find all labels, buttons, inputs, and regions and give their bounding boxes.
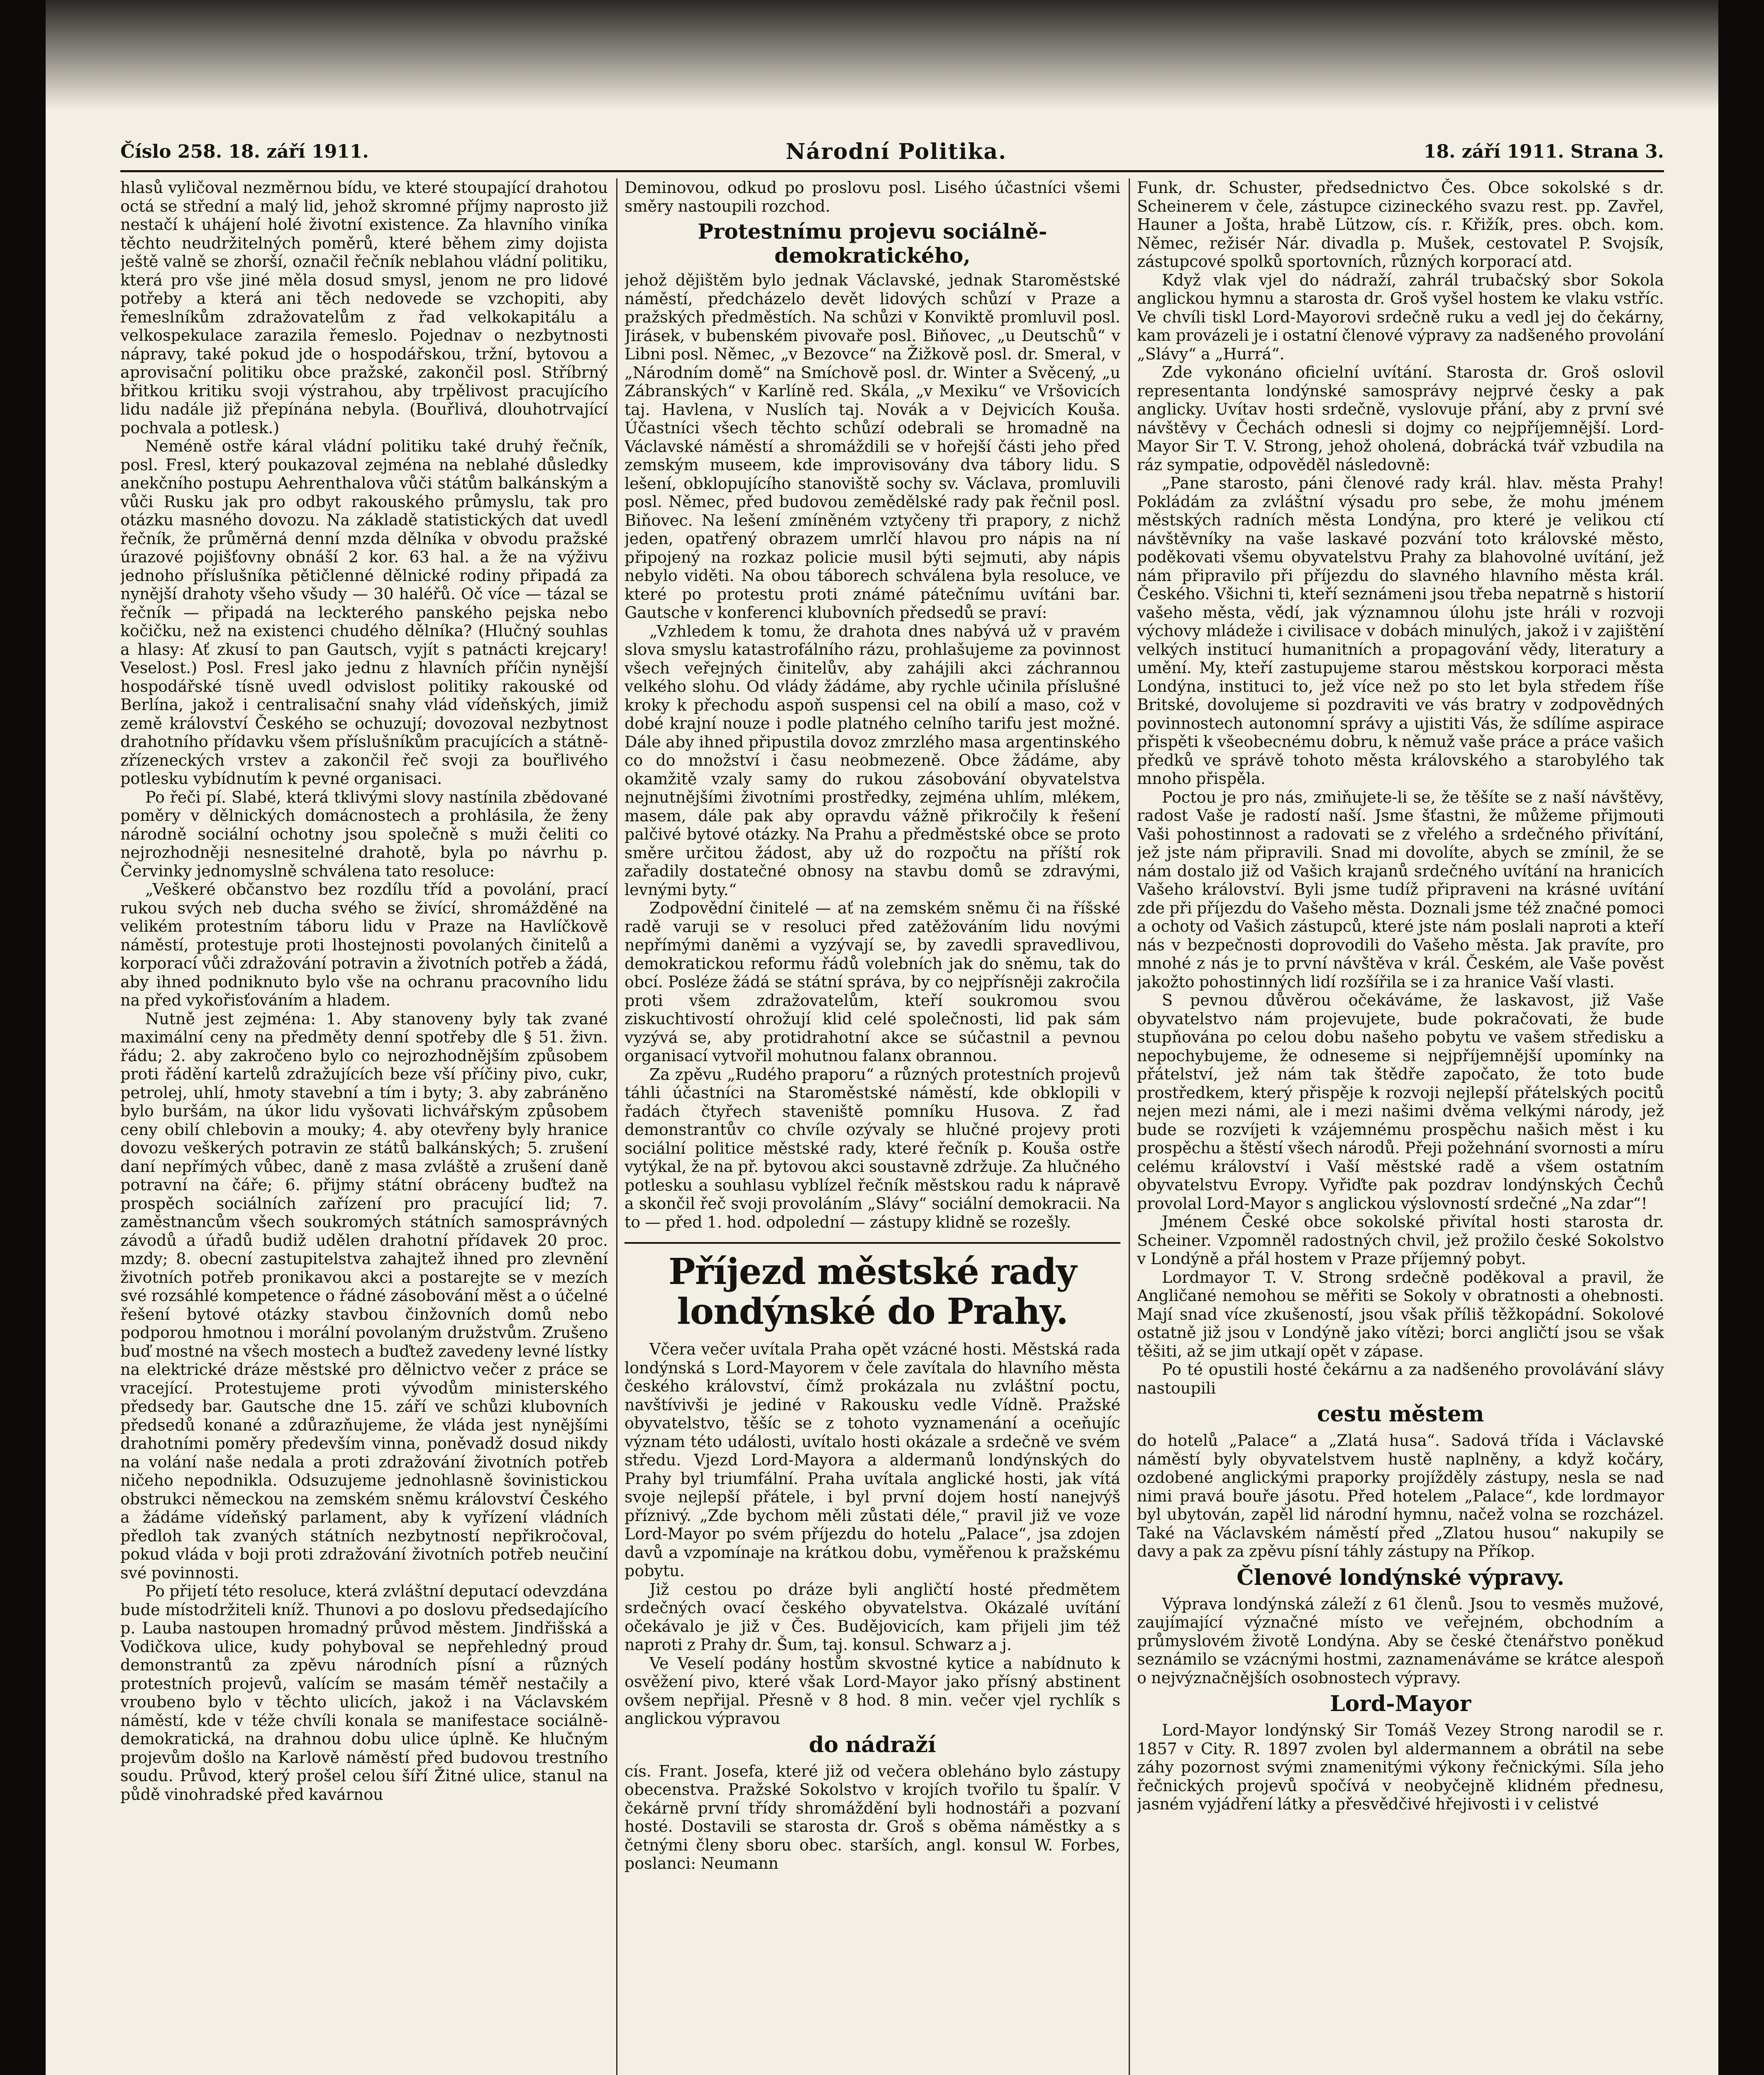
paragraph: Zde vykonáno oficielní uvítání. Starosta dr. Groš oslovil representanta londýnské samosprávy nejprvé česky a pak anglicky. Uvítav hosti srdečně, vyslovuje přání, aby z první své návštěvy v Čechách odnesli si dojmy co nejpříjemnější. Lord-Mayor Sir T. V. Strong, jehož oholená, dobrácká tvář vzbudila na ráz sympatie, odpověděl následovně: — [1137, 363, 1664, 474]
column-rule — [616, 178, 617, 2075]
column-rule — [1129, 178, 1130, 2075]
paragraph: Deminovou, odkud po proslovu posl. Lisého účastníci všemi směry nastoupili rozchod. — [625, 178, 1120, 215]
column-1 — [120, 178, 608, 2075]
subheading: Členové londýnské výpravy. — [1237, 1565, 1564, 1590]
date-page-number: 18. září 1911. Strana 3. — [1423, 141, 1664, 162]
paragraph: Lord-Mayor londýnský Sir Tomáš Vezey Strong narodil se r. 1857 v City. R. 1897 zvolen byl aldermannem a obrátil na sebe záhy pozornost svými znamenitými výkony řečnickými. Síla jeho řečnických projevů spočívá v neobyčejně klidném přednesu, jasném vyjádření látky a přesvědčivé hřejivosti i v celistvé — [1137, 1721, 1664, 1813]
subheading: Lord-Mayor — [1330, 1691, 1471, 1716]
paragraph: Funk, dr. Schuster, předsednictvo Čes. Obce sokolské s dr. Scheinerem v čele, zástupce cizineckého svazu rest. pp. Zavřel, Hauner a Jošta, hrabě Lützow, cís. r. Křižík, pres. obch. kom. Němec, režisér Nár. divadla p. Mušek, cestovatel P. Svojsík, zástupcové spolků sportovních, různých korporací atd. — [1137, 178, 1664, 271]
subheading: cestu městem — [1317, 1401, 1484, 1427]
paragraph: cís. Frant. Josefa, které již od večera obleháno bylo zástupy obecenstva. Pražské Sokolstvo v krojích tvořilo tu špalír. V čekárně první třídy shromáždění byli hodnostáři a pozvaní hosté. Dostavili se starosta dr. Groš s oběma náměstky a s četnými členy sboru obec. starších, angl. konsul W. Forbes, poslanci: Neumann — [625, 1762, 1120, 1872]
column-2 — [625, 178, 1120, 2075]
scan-right-border — [1718, 0, 1764, 2075]
speech-paragraph: „Pane starosto, páni členové rady král. hlav. města Prahy! Pokládám za zvláštní výsadu pro sebe, že mohu jménem městských radních města Londýna, pro které je velikou ctí návštěvníky na vaše laskavé pozvání toto královské město, poděkovati všemu obyvatelstvu Prahy za blahovolné uvítání, jež nám připravilo při příjezdu do slavného hlavního města král. Českého. Všichni ti, kteří seznámeni jsou třeba nepatrně s historií vašeho města, vědí, jak významnou úlohu jste hráli v rozvoji výchovy mládeže i civilisace v dobách minulých, jakož i v zajištění velkých institucí humanitních a propagování vědy, literatury a umění. My, kteří zastupujeme starou městskou korporaci města Londýna, instituci to, jež více než po sto let byla středem říše Britské, dovolujeme si pozdraviti ve vás bratry v zodpovědných povinnostech autonomní správy a ujistiti Vás, že sdílíme aspirace přispěti k všeobecnému dobru, k němuž vaše práce a práce vašich předků ve správě tohoto města královského a starobylého tak mnoho přispěla. — [1137, 474, 1664, 788]
paragraph: Neméně ostře káral vládní politiku také druhý řečník, posl. Fresl, který poukazoval zejména na neblahé důsledky anekčního postupu Aehrenthalova vůči státům balkánským a vůči Rusku jak pro odbyt rakouského průmyslu, tak pro otázku masného dovozu. Na základě statistických dat uvedl řečník, že průměrná denní mzda dělníka v obvodu pražské úrazové pojišťovny obnáší 2 kor. 63 hal. a že na výživu jednoho příslušníka pětičlenné dělnické rodiny připadá za nynější drahoty všeho všudy — 30 haléřů. Oč více — tázal se řečník — připadá na leckterého panského pejska nebo kočičku, než na existenci chudého dělníka? (Hlučný souhlas a hlasy: Ať zkusí to pan Gautsch, vyjít s patnácti krejcary! Veselost.) Posl. Fresl jako jednu z hlavních příčin nynější hospodářské tísně uvedl odvislost politiky rakouské od Berlína, jakož i centralisační snahy vlád vídeňských, jimiž země království Českého se ochuzují; dovozoval nezbytnost drahotního přídavku všem příslušníkům pracujících a státně-zřízeneckých vrstev a zakončil řeč svoji za bouřlivého potlesku vybídnutím k pevné organisaci. — [120, 437, 608, 788]
paragraph: hlasů vyličoval nezměrnou bídu, ve které stoupající drahotou octá se střední a malý lid, jehož skromné příjmy naprosto již nestačí k uhájení holé životní existence. Za hlavního viníka těchto neudržitelných poměrů, které během zimy dojista ještě valně se zhorší, označil řečník neblahou vládní politiku, která pro vše jiné měla dosud smysl, jenom ne pro lidové potřeby a která ani těch nedovede se vzchopiti, aby řemeslníkům zdražovatelům z řad velkokapitálu a velkospekulace zarazila řemeslo. Pojednav o nezbytnosti nápravy, také pokud jde o hospodářskou, tržní, bytovou a aprovisační politiku obce pražské, zakončil posl. Stříbrný břitkou kritiku svoji výstrahou, aby trpělivost pracujícího lidu nadále již přepínána nebyla. (Bouřlivá, dlouhotrvající pochvala a potlesk.) — [120, 178, 608, 437]
column-3 — [1137, 178, 1664, 2075]
page-header — [120, 137, 1664, 172]
paragraph: Nutně jest zejména: 1. Aby stanoveny byly tak zvané maximální ceny na předměty denní spotřeby dle § 51. živn. řádu; 2. aby zakročeno bylo co nejrozhodnějším způsobem proti řádění kartelů zdražujících beze vší příčiny pivo, cukr, petrolej, uhlí, hmoty stavební a tím i byty; 3. aby zabráněno bylo buršám, na úkor lidu vyšovati lichvářským způsobem ceny obilí chlebovin a mouky; 4. aby otevřeny byly hranice dovozu veškerých potravin ze států balkánských; 5. zrušení daní nepřímých vůbec, daně z masa zvláště a zrušení daně potravní na čáře; 6. přijmy státní obráceny buďtež na prospěch sociálních zařízení pro pracující lid; 7. zaměstnancům všech soukromých státních samosprávných závodů a úřadů budiž udělen drahotní přídavek 20 proc. mzdy; 8. obecní zastupitelstva zahajtež ihned pro zlevnění životních potřeb pronikavou akci a postarejte se v mezích své rozsáhlé kompetence o řádné zásobování měst a o účelné řešení bytové otázky stavbou činžovních domů nebo podporou hmotnou i morální povolaným družstvům. Zrušeno buď mostné na všech mostech a buďtež zavedeny levné lístky na elektrické dráze městské pro dělnictvo večer z práce se vracející. Protestujeme proti vývodům ministerského předsedy bar. Gautsche dne 15. září ve schůzi klubovních předsedů konané a zdůrazňujeme, že vláda jest nynějšími drahotními poměry především vinna, poněvadž dosud nikdy na volání naše nedala a proti zdražování životních potřeb ničeho nepodnikla. Odsuzujeme jednohlasně šovinistickou obstrukci německou na zemském sněmu království Českého a žádáme vídeňský parlament, aby k vyřízení vládních předloh tak zvaných státních nezbytností nepřikročoval, pokud vláda v boji proti zdražování životních potřeb neučiní své povinnosti. — [120, 1009, 608, 1582]
speech-paragraph: S pevnou důvěrou očekáváme, že laskavost, již Vaše obyvatelstvo nám projevujete, bude pokračovati, že bude stupňována po celou dobu našeho pobytu ve vašem středisku a nepochybujeme, že odneseme si nejpříjemnější upomínky na přátelství, jež nám tak štědře započato, že toto bude prostředkem, který přispěje k rozvoji nejlepší přátelských pocitů nejen mezi námi, ale i mezi našimi dvěma velkými národy, jež bude se rozvíjeti k vzájemnému prospěchu našich měst i ku prospěchu a štěstí všech národů. Přeji požehnání svornosti a míru celému království i Vaší městské radě a všem ostatním obyvatelstvu Evropy. Vyřiďte pak pozdrav londýnských Čechů provolal Lord-Mayor s anglickou výslovností srdečné „Na zdar“! — [1137, 991, 1664, 1213]
scan-top-edge — [0, 0, 1764, 116]
article-separator — [625, 1242, 1120, 1244]
paragraph: Po přijetí této resoluce, která zvláštní deputací odevzdána bude místodržiteli kníž. Thunovi a po doslovu předsedajícího p. Lauba nastoupen hromadný průvod městem. Jindřišská a Vodičkova ulice, kudy pohyboval se nepřehledný proud demonstrantů za zpěvu národních písní a různých protestních projevů, valícím se masám téměř nestačily a vroubeno bylo v těchto ulicích, jakož i na Václavském náměstí, kde v téže chvíli konala se manifestace sociálně-demokratická, na drahnou dobu ulice úplně. Ke hlučným projevům došlo na Karlově náměstí před budovou trestního soudu. Průvod, který prošel celou šíří Žitné ulice, stanul na půdě vinohradské před kavárnou — [120, 1582, 608, 1804]
paragraph: Když vlak vjel do nádraží, zahrál trubačský sbor Sokola anglickou hymnu a starosta dr. Groš vyšel hostem ke vlaku vstříc. Ve chvíli tiskl Lord-Mayorovi srdečně ruku a vedl jej do čekárny, kam provázeli je i ostatní členové výpravy za nadšeného provolání „Slávy“ a „Hurrá“. — [1137, 271, 1664, 363]
paragraph: do hotelů „Palace“ a „Zlatá husa“. Sadová třída i Václavské náměstí byly obyvatelstvem hustě naplněny, a když kočáry, ozdobené anglickými praporky projížděly zástupy, nesla se nad nimi pravá bouře jásotu. Před hotelem „Palace“, kde lordmayor byl ubytován, zapěl lid národní hymnu, načež volna se rozcházel. Také na Václavském náměstí před „Zlatou husou“ nakupily se davy a pak za zpěvu písní táhly zástupy na Příkop. — [1137, 1431, 1664, 1560]
paragraph: Zodpovědní činitelé — ať na zemském sněmu či na říšské radě varuji se v resoluci před zatěžováním lidu novými nepřímými daněmi a vyzývají se, by zavedli spravedlivou, demokratickou reformu řádů volebních jak do sněmu, tak do obcí. Posléze žádá se státní správa, by co nejpřísněji zakročila proti všem zdražovatelům, kteří soukromou svou ziskuchtivostí ohrožují klid celé společnosti, lid pak sám vyzývá se, aby protidrahotní akce se súčastnil a pevnou organisací vytvořil mohutnou falanx obrannou. — [625, 899, 1120, 1065]
paragraph: Lordmayor T. V. Strong srdečně poděkoval a pravil, že Angličané nemohou se měřiti se Sokoly v obratnosti a ohebnosti. Mají snad více zkušeností, jsou však příliš těžkopádní. Sokolové ostatně již jsou v Londýně jako vítězi; borci angličtí jsou se však těšiti, až se jim utkají opět v zápase. — [1137, 1268, 1664, 1360]
paragraph: Za zpěvu „Rudého praporu“ a různých protestních projevů táhli účastníci na Staroměstské náměstí, kde obklopili v řadách čtyřech staveniště pomníku Husova. Z řad demonstrantův co chvíle ozývaly se hlučné projevy proti sociální politice městské rady, které řečník p. Kouša ostře vytýkal, že na př. bytovou akci soustavně zdržuje. Za hlučného potlesku a souhlasu vyblízel řečník městskou radu k nápravě a skončil řeč svoji provoláním „Slávy“ sociální demokracii. Na to — před 1. hod. odpolední — zástupy klidně se rozešly. — [625, 1065, 1120, 1231]
speech-paragraph: Poctou je pro nás, zmiňujete-li se, že těšíte se z naší návštěvy, radost Vaše je radostí naší. Jsme šťastni, že můžeme přijmouti Vaši pohostinnost a radovati se z vřelého a srdečného přivítání, jež jste nám připravili. Snad mi dovolíte, abych se zmínil, že se nám dostalo již od Vašich krajanů srdečného uvítání na hranicích Vašeho království. Byli jsme tudíž připraveni na krásné uvítání zde při příjezdu do Vašeho města. Doznali jsme též značné pomoci a ochoty od Vašich zástupců, které jste nám poslali naproti a kteří nás v bezpečnosti doprovodili do Vašeho města. Jak pravíte, pro mnohé z nás je to první návštěva v král. Českém, ale Vaše pověst jakožto pohostinných lidí rozšířila se i za hranice Vaší vlasti. — [1137, 788, 1664, 991]
article-headline: Příjezd městské rady londýnské do Prahy. — [668, 1251, 1077, 1333]
paragraph: Po řeči pí. Slabé, která tklivými slovy nastínila zbědované poměry v dělnických domácnostech a prohlásila, že ženy národně sociální ochotny jsou společně s muži čeliti co nejrozhodněji nesnesitelné drahotě, byla po návrhu p. Červinky jednomyslně schválena tato resoluce: — [120, 788, 608, 880]
paragraph: Již cestou po dráze byli angličtí hosté předmětem srdečných ovací českého obyvatelstva. Okázalé uvítání očekávalo je již v Čes. Budějovicích, kam přijeli jim též naproti z Prahy dr. Šum, taj. konsul. Schwarz a j. — [625, 1580, 1120, 1654]
resolution-paragraph: „Veškeré občanstvo bez rozdílu tříd a povolání, prací rukou svých neb ducha svého se živící, shromážděné na velikém protestním táboru lidu v Praze na Havlíčkově náměstí, protestuje proti lhostejnosti povolaných činitelů a korporací vůči zdražování potravin a životních potřeb a žádá, aby ihned podniknuto bylo vše na ochranu pracovního lidu na před vykořisťováním a hladem. — [120, 880, 608, 1009]
scan-left-border — [0, 0, 46, 2075]
resolution-paragraph: „Vzhledem k tomu, že drahota dnes nabývá už v pravém slova smyslu katastrofálního rázu, prohlašujeme za povinnost všech veřejných činitelův, aby zahájili akci záchrannou velkého slohu. Od vlády žádáme, aby rychle učinila příslušné kroky k přechodu aspoň suspensi cel na obilí a maso, což v dobé krajní nouze i podle platného celního tarifu jest možné. Dále aby ihned připustila dovoz zmrzlého masa argentinského co do množství i času neobmezeně. Obce žádáme, aby okamžitě vzaly samy do rukou zásobování obyvatelstva nejnutnějšími životními prostředky, zejména uhlím, mlékem, masem, dále pak aby opravdu vážně přikročily k řešení palčivé bytové otázky. Na Prahu a předměstské obce se proto směre určitou žádost, aby už do rozpočtu na příští rok zařadily dostatečné obnosy na stavbu domů se zdravými, levnými byty.“ — [625, 622, 1120, 899]
paragraph: Po té opustili hosté čekárnu a za nadšeného provolávání slávy nastoupili — [1137, 1360, 1664, 1397]
paragraph: Jménem České obce sokolské přivítal hosti starosta dr. Scheiner. Vzpomněl radostných chvil, jež prožilo české Sokolstvo v Londýně a přál hostem v Praze příjemný pobyt. — [1137, 1213, 1664, 1268]
paragraph: Ve Veselí podány hostům skvostné kytice a nabídnuto k osvěžení pivo, které však Lord-Mayor jako přísný abstinent ovšem nepřijal. Přesně v 8 hod. 8 min. večer vjel rychlík s anglickou výpravou — [625, 1654, 1120, 1728]
paragraph: Včera večer uvítala Praha opět vzácné hosti. Městská rada londýnská s Lord-Mayorem v čele zavítala do hlavního města českého království, čímž prokázala nu zvláštní poctu, navštívivši je jediné v Rakousku vedle Vídně. Pražské obyvatelstvo, těšíc se z tohoto vyznamenání a oceňujíc význam této události, uvítalo hosti okázale a srdečně ve svém středu. Vjezd Lord-Mayora a aldermanů londýnských do Prahy byl triumfální. Praha uvítala anglické hosti, jak vítá svoje nejlepší přátele, i byl první dojem hostí nanejvýš příznivý. „Zde bychom měli zůstati déle,“ pravil již ve voze Lord-Mayor po svém příjezdu do hotelu „Palace“, jsa zdojen davů a vzpomínaje na krátkou dobu, vyměřenou k pražskému pobytu. — [625, 1340, 1120, 1580]
paragraph: Výprava londýnská záleží z 61 členů. Jsou to vesměs mužové, zaujímající význačné místo ve veřejném, obchodním a průmyslovém životě Londýna. Aby se české čtenářstvo poněkud seznámilo se vzácnými hostmi, zaznamenáváme se krátce alespoň o nejvýznačnějších osobnostech výpravy. — [1137, 1594, 1664, 1687]
paragraph: jehož dějištěm bylo jednak Václavské, jednak Staroměstské náměstí, předcházelo devět lidových schůzí v Praze a pražských předměstích. Na schůzi v Konviktě promluvil posl. Jirásek, v bubenském pivovaře posl. Biňovec, „u Deutschů“ v Libni posl. Němec, „v Bezovce“ na Žižkově posl. dr. Smeral, v „Národním domě“ na Smíchově posl. dr. Winter a Svěcený, „u Zábranských“ v Karlíně red. Skála, „v Mexiku“ ve Vršovicích taj. Havlena, v Nuslích taj. Novák a v Dejvicích Kouša. Účastníci všech těchto schůzí odebrali se hromadně na Václavské náměstí a shromáždili se v hořejší části jeho před zemským museem, kde improvisovány dva tábory lidu. S lešení, obklopujícího stanoviště sochy sv. Václava, promluvili posl. Němec, před budovou zemědělské rady pak řečnil posl. Biňovec. Na lešení zmíněném vztyčeny tři prapory, z nichž jeden, opatřený obrazem umrlčí hlavou pro nápis na ní připojený na rozkaz policie musil býti sejmuti, aby nápis nebylo viděti. Na obou táborech schválena byla resoluce, ve které po protestu proti známé pátečnímu uvítáni bar. Gautsche v konferenci klubovních předsedů se praví: — [625, 271, 1120, 622]
section-heading: Protestnímu projevu sociálně-demokratického, — [698, 219, 1047, 268]
subheading: do nádraží — [809, 1732, 936, 1758]
masthead: Národní Politika. — [786, 139, 1007, 164]
issue-number: Číslo 258. 18. září 1911. — [120, 141, 369, 162]
